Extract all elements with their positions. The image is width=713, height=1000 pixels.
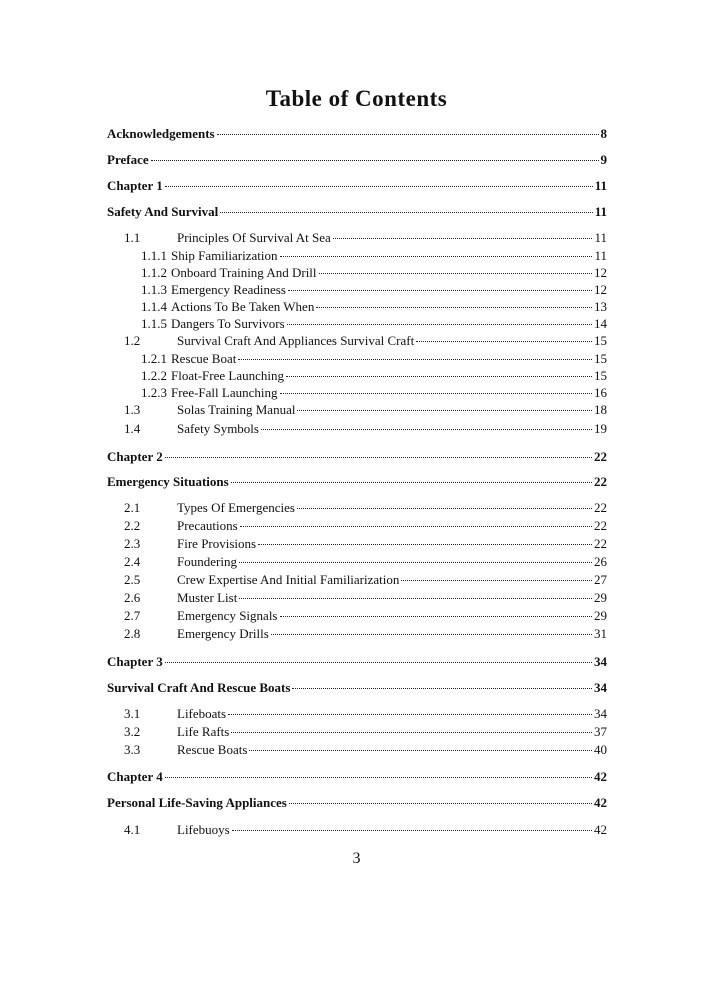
toc-entry-number: 1.3 [124,402,141,417]
toc-entry[interactable] [124,724,607,740]
dot-leader [319,272,592,274]
toc-entry-page: 15 [594,351,607,366]
toc-entry-page: 42 [594,822,607,837]
toc-entry-label: Free-Fall Launching [171,385,278,400]
dot-leader [416,340,592,342]
toc-entry-label: Ship Familiarization [171,248,278,263]
toc-entry-number: 1.2.3 [141,385,167,400]
toc-entry-page: 29 [594,608,607,623]
dot-leader [401,579,592,581]
toc-entry-page: 11 [594,204,607,219]
toc-entry-page: 29 [594,590,607,605]
toc-entry-label: Types Of Emergencies [177,500,295,515]
toc-entry-label: Survival Craft And Appliances Survival Craft [177,333,415,348]
dot-leader [240,525,592,527]
toc-entry-number: 1.1 [124,230,141,245]
toc-entry-label: Chapter 3 [107,654,163,669]
toc-entry-label: Foundering [177,554,237,569]
toc-entry-page: 26 [594,554,607,569]
toc-entry-page: 27 [594,572,607,587]
toc-entry-label: Emergency Signals [177,608,278,623]
toc-entry[interactable] [124,333,607,349]
toc-entry-page: 31 [594,626,607,641]
toc-entry-label: Chapter 2 [107,449,163,464]
toc-entry-page: 34 [594,706,607,721]
toc-entry[interactable] [124,822,607,838]
toc-entry[interactable] [124,706,607,722]
toc-entry-number: 2.4 [124,554,141,569]
toc-entry[interactable] [124,421,607,437]
dot-leader [280,392,593,394]
toc-entry[interactable] [107,680,607,696]
toc-entry-page: 11 [594,178,607,193]
toc-entry[interactable] [107,474,607,490]
toc-entry-number: 1.4 [124,421,141,436]
toc-entry-number: 2.8 [124,626,141,641]
dot-leader [316,306,592,308]
toc-entry-number: 1.1.1 [141,248,167,263]
toc-entry-number: 1.2 [124,333,141,348]
toc-entry-number: 1.1.2 [141,265,167,280]
dot-leader [292,687,592,689]
toc-entry-page: 22 [594,449,607,464]
toc-entry[interactable] [141,385,607,401]
dot-leader [165,661,592,663]
toc-entry[interactable] [107,769,607,785]
dot-leader [286,375,592,377]
toc-entry-page: 42 [594,769,607,784]
toc-entry-page: 22 [594,536,607,551]
toc-entry[interactable] [107,204,607,220]
toc-entry-number: 2.1 [124,500,141,515]
toc-entry-page: 15 [594,333,607,348]
toc-entry-label: Actions To Be Taken When [171,299,315,314]
toc-entry-label: Preface [107,152,149,167]
toc-entry-page: 40 [594,742,607,757]
toc-entry-number: 3.3 [124,742,141,757]
toc-entry[interactable] [141,265,607,281]
dot-leader [165,185,593,187]
dot-leader [258,543,592,545]
toc-entry-label: Acknowledgements [107,126,215,141]
dot-leader [287,323,592,325]
dot-leader [271,633,592,635]
toc-entry[interactable] [124,554,607,570]
toc-entry[interactable] [124,230,607,246]
toc-entry[interactable] [141,368,607,384]
toc-entry-label: Rescue Boat [171,351,237,366]
toc-entry-label: Dangers To Survivors [171,316,285,331]
toc-entry-page: 16 [594,385,607,400]
toc-entry-label: Solas Training Manual [177,402,296,417]
toc-entry-number: 1.2.1 [141,351,167,366]
toc-entry-page: 11 [594,248,607,263]
toc-entry-number: 1.1.4 [141,299,167,314]
toc-entry-label: Muster List [177,590,238,605]
toc-entry[interactable] [141,351,607,367]
toc-entry-number: 4.1 [124,822,141,837]
toc-entry-page: 22 [594,474,607,489]
dot-leader [232,829,592,831]
toc-entry-page: 42 [594,795,607,810]
dot-leader [165,456,592,458]
toc-entry-page: 34 [594,680,607,695]
toc-entry-label: Safety Symbols [177,421,259,436]
toc-entry-label: Fire Provisions [177,536,257,551]
toc-entry[interactable] [124,590,607,606]
toc-entry[interactable] [141,299,607,315]
dot-leader [231,731,592,733]
dot-leader [297,507,592,509]
toc-entry-label: Personal Life-Saving Appliances [107,795,287,810]
dot-leader [228,713,592,715]
toc-entry-number: 1.1.3 [141,282,167,297]
toc-entry-label: Emergency Situations [107,474,229,489]
toc-entry-label: Survival Craft And Rescue Boats [107,680,291,695]
toc-entry-page: 9 [600,152,607,167]
toc-entry-page: 8 [600,126,607,141]
toc-entry-label: Lifebuoys [177,822,230,837]
toc-entry-label: Emergency Readiness [171,282,286,297]
toc-entry[interactable] [107,126,607,142]
toc-entry-page: 12 [594,265,607,280]
toc-entry[interactable] [107,795,607,811]
dot-leader [297,409,592,411]
toc-entry[interactable] [124,536,607,552]
toc-entry[interactable] [124,608,607,624]
page-number: 3 [352,850,361,867]
toc-entry-page: 14 [594,316,607,331]
toc-entry-page: 22 [594,518,607,533]
toc-entry[interactable] [107,654,607,670]
toc-entry-page: 19 [594,421,607,436]
dot-leader [231,481,592,483]
toc-entry[interactable] [141,282,607,298]
toc-entry[interactable] [107,152,607,168]
toc-entry[interactable] [141,316,607,332]
toc-entry-number: 2.6 [124,590,141,605]
toc-entry[interactable] [124,742,607,758]
toc-entry[interactable] [124,500,607,516]
toc-entry-label: Life Rafts [177,724,230,739]
toc-entry-page: 12 [594,282,607,297]
toc-entry-label: Emergency Drills [177,626,269,641]
dot-leader [151,159,599,161]
toc-entry-page: 34 [594,654,607,669]
toc-entry-page: 37 [594,724,607,739]
dot-leader [280,615,593,617]
toc-entry[interactable] [141,248,607,264]
toc-entry-number: 3.1 [124,706,141,721]
toc-entry-page: 22 [594,500,607,515]
dot-leader [239,561,592,563]
toc-entry[interactable] [107,449,607,465]
toc-entry-number: 1.1.5 [141,316,167,331]
dot-leader [238,358,592,360]
toc-entry-label: Chapter 1 [107,178,163,193]
toc-entry-label: Crew Expertise And Initial Familiarization [177,572,400,587]
toc-entry-label: Safety And Survival [107,204,219,219]
toc-entry[interactable] [107,178,607,194]
toc-entry[interactable] [124,626,607,642]
toc-entry-page: 13 [594,299,607,314]
toc-entry[interactable] [124,572,607,588]
dot-leader [280,255,593,257]
toc-entry-number: 1.2.2 [141,368,167,383]
dot-leader [217,133,599,135]
toc-entry[interactable] [124,402,607,418]
toc-entry-label: Float-Free Launching [171,368,284,383]
dot-leader [239,597,592,599]
dot-leader [220,211,592,213]
toc-entry-number: 2.2 [124,518,141,533]
toc-entry-label: Chapter 4 [107,769,163,784]
toc-entry-number: 2.7 [124,608,141,623]
toc-entry[interactable] [124,518,607,534]
toc-entry-number: 2.3 [124,536,141,551]
toc-entry-label: Onboard Training And Drill [171,265,317,280]
dot-leader [165,776,592,778]
dot-leader [333,237,593,239]
toc-entry-page: 15 [594,368,607,383]
dot-leader [289,802,592,804]
dot-leader [288,289,592,291]
toc-entry-number: 2.5 [124,572,141,587]
toc-entry-page: 11 [594,230,607,245]
toc-entry-label: Precautions [177,518,238,533]
page-title: Table of Contents [265,86,448,111]
toc-entry-page: 18 [594,402,607,417]
dot-leader [249,749,592,751]
toc-entry-label: Lifeboats [177,706,227,721]
toc-entry-label: Rescue Boats [177,742,248,757]
toc-entry-label: Principles Of Survival At Sea [177,230,331,245]
dot-leader [261,428,592,430]
toc-entry-number: 3.2 [124,724,141,739]
